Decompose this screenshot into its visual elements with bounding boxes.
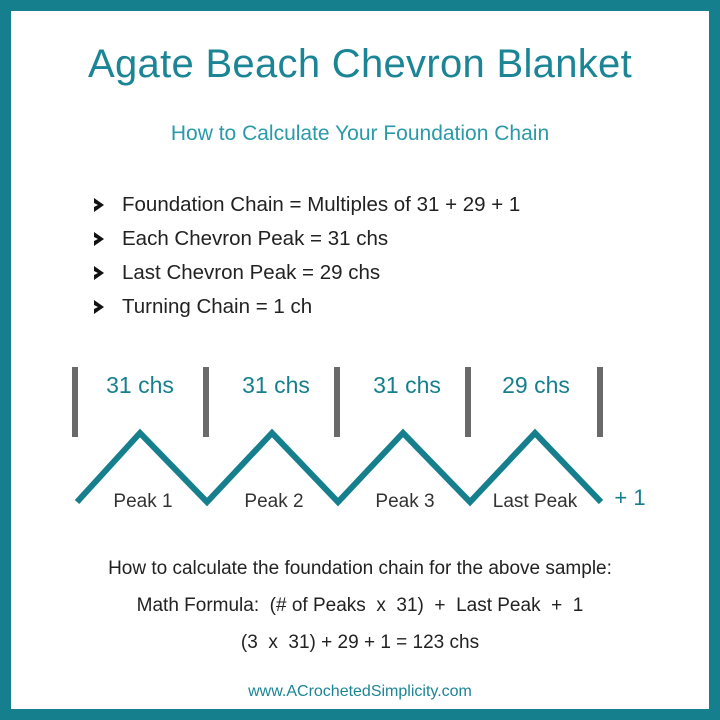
bullet-text: Each Chevron Peak = 31 chs [122, 227, 389, 250]
plus-one-label: + 1 [614, 485, 646, 510]
chevron-diagram [0, 355, 720, 525]
segment-divider [465, 367, 471, 437]
math-formula: Math Formula: (# of Peaks x 31) + Last Peak + 1 [136, 595, 584, 616]
page-title: Agate Beach Chevron Blanket [88, 42, 632, 86]
chevron-right-icon [92, 264, 114, 282]
peak-label: Last Peak [492, 491, 578, 512]
bullet-item [92, 290, 520, 324]
chevron-right-icon [92, 230, 114, 248]
chevron-right-icon [92, 196, 114, 214]
segment-divider [597, 367, 603, 437]
website-url: www.ACrochetedSimplicity.com [248, 683, 472, 700]
chevron-right-icon [92, 298, 114, 316]
segment-divider [334, 367, 340, 437]
peak-label: Peak 3 [375, 491, 435, 512]
formula-bullet-list [92, 188, 520, 324]
bullet-text: Turning Chain = 1 ch [122, 295, 313, 318]
bullet-item [92, 222, 520, 256]
peak-label: Peak 1 [113, 491, 173, 512]
segment-count-label: 29 chs [502, 372, 570, 398]
bullet-text: Foundation Chain = Multiples of 31 + 29 + 1 [122, 193, 521, 216]
example-calculation: (3 x 31) + 29 + 1 = 123 chs [240, 632, 480, 653]
segment-count-label: 31 chs [106, 372, 174, 398]
page-subtitle: How to Calculate Your Foundation Chain [170, 122, 550, 145]
bullet-item [92, 256, 520, 290]
segment-divider [72, 367, 78, 437]
peak-label: Peak 2 [244, 491, 304, 512]
segment-count-label: 31 chs [242, 372, 310, 398]
explanation-text: How to calculate the foundation chain for the above sample: [108, 558, 612, 579]
bullet-text: Last Chevron Peak = 29 chs [122, 261, 381, 284]
segment-count-label: 31 chs [373, 372, 441, 398]
bullet-item [92, 188, 520, 222]
segment-divider [203, 367, 209, 437]
